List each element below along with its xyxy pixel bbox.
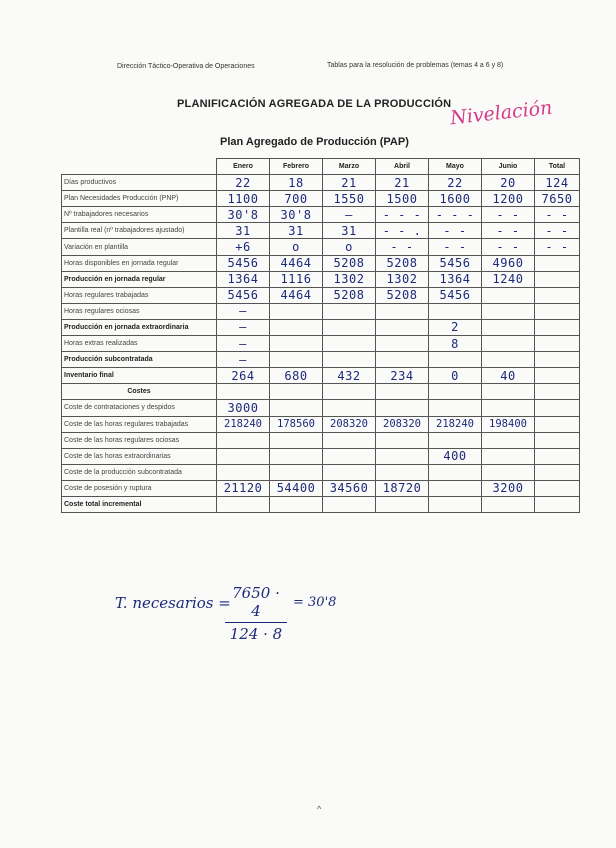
row-label: Plantilla real (nº trabajadores ajustado) — [62, 223, 217, 239]
header-left: Dirección Táctico-Operativa de Operaciones — [117, 63, 255, 70]
corner-cell — [62, 159, 217, 175]
table-row — [62, 480, 580, 496]
table-cell: 18720 — [376, 480, 429, 496]
table-cell: - - . — [376, 223, 429, 239]
table-cell — [482, 287, 535, 303]
table-cell: 198400 — [482, 416, 535, 432]
table-cell — [323, 319, 376, 335]
table-cell — [535, 303, 580, 319]
header-right: Tablas para la resolución de problemas (temas 4 a 6 y 8) — [327, 62, 504, 69]
row-label: Horas regulares ociosas — [62, 303, 217, 319]
row-label: Plan Necesidades Producción (PNP) — [62, 191, 217, 207]
table-cell: 2 — [429, 319, 482, 335]
table-cell — [376, 464, 429, 480]
column-header: Febrero — [270, 159, 323, 175]
table-cell: 1550 — [323, 191, 376, 207]
table-cell — [535, 319, 580, 335]
table-cell: 5208 — [376, 255, 429, 271]
table-cell: 30'8 — [217, 207, 270, 223]
formula-lhs: T. necesarios = — [115, 594, 231, 612]
table-row — [62, 384, 580, 400]
table-cell — [323, 464, 376, 480]
table-cell: 218240 — [429, 416, 482, 432]
table-cell — [217, 432, 270, 448]
table-cell — [429, 480, 482, 496]
table-cell — [482, 464, 535, 480]
table-cell: 1302 — [376, 271, 429, 287]
table-row — [62, 255, 580, 271]
table-cell: 31 — [217, 223, 270, 239]
table-cell — [535, 336, 580, 352]
table-cell: 432 — [323, 368, 376, 384]
table-row — [62, 336, 580, 352]
pap-table — [61, 158, 580, 513]
table-cell: 1116 — [270, 271, 323, 287]
table-cell: - - — [429, 223, 482, 239]
table-cell: 1302 — [323, 271, 376, 287]
table-row — [62, 416, 580, 432]
formula-fraction — [225, 584, 287, 643]
table-cell: - - — [482, 223, 535, 239]
table-cell — [217, 384, 270, 400]
table-cell — [535, 352, 580, 368]
table-cell — [376, 303, 429, 319]
page-mark: ^ — [317, 804, 322, 814]
table-cell — [323, 303, 376, 319]
table-cell — [323, 336, 376, 352]
table-cell — [270, 319, 323, 335]
table-cell: 700 — [270, 191, 323, 207]
table-cell: 178560 — [270, 416, 323, 432]
table-cell — [376, 319, 429, 335]
table-cell — [535, 368, 580, 384]
table-cell — [323, 384, 376, 400]
table-cell: - - — [482, 239, 535, 255]
row-label: Horas extras realizadas — [62, 336, 217, 352]
column-header: Abril — [376, 159, 429, 175]
table-cell: 1600 — [429, 191, 482, 207]
table-cell — [535, 464, 580, 480]
table-cell: 31 — [323, 223, 376, 239]
table-cell — [429, 352, 482, 368]
table-cell: 3000 — [217, 400, 270, 416]
row-label: Producción subcontratada — [62, 352, 217, 368]
table-cell: 34560 — [323, 480, 376, 496]
table-cell: 7650 — [535, 191, 580, 207]
table-cell: 5208 — [323, 255, 376, 271]
table-cell — [376, 448, 429, 464]
table-cell: 40 — [482, 368, 535, 384]
table-cell: 18 — [270, 175, 323, 191]
table-cell: 5456 — [429, 255, 482, 271]
table-cell: 21 — [323, 175, 376, 191]
table-header-row — [62, 159, 580, 175]
table-cell: 124 — [535, 175, 580, 191]
row-label: Días productivos — [62, 175, 217, 191]
table-cell — [482, 303, 535, 319]
table-cell: 1364 — [217, 271, 270, 287]
table-cell: 30'8 — [270, 207, 323, 223]
table-cell — [270, 464, 323, 480]
table-cell: - - - — [429, 207, 482, 223]
row-label: Coste de las horas extraordinarias — [62, 448, 217, 464]
table-cell — [270, 303, 323, 319]
table-cell: 4960 — [482, 255, 535, 271]
table-cell — [535, 384, 580, 400]
row-label: Nº trabajadores necesarios — [62, 207, 217, 223]
table-cell — [429, 464, 482, 480]
row-label: Coste de las horas regulares ociosas — [62, 432, 217, 448]
column-header: Total — [535, 159, 580, 175]
row-label: Coste de la producción subcontratada — [62, 464, 217, 480]
column-header: Junio — [482, 159, 535, 175]
table-cell — [270, 400, 323, 416]
table-cell — [217, 464, 270, 480]
table-row — [62, 432, 580, 448]
column-header: Enero — [217, 159, 270, 175]
table-cell: 31 — [270, 223, 323, 239]
table-title: Plan Agregado de Producción (PAP) — [220, 136, 409, 148]
table-cell: — — [217, 319, 270, 335]
table-cell: 5208 — [323, 287, 376, 303]
table-cell — [535, 287, 580, 303]
table-cell — [535, 271, 580, 287]
table-cell — [429, 303, 482, 319]
table-row — [62, 319, 580, 335]
table-cell — [323, 400, 376, 416]
table-cell: o — [323, 239, 376, 255]
table-cell — [217, 496, 270, 512]
table-row — [62, 496, 580, 512]
row-label: Variación en plantilla — [62, 239, 217, 255]
table-row — [62, 175, 580, 191]
table-cell: 5456 — [429, 287, 482, 303]
table-cell — [270, 432, 323, 448]
table-row — [62, 368, 580, 384]
row-label: Coste de posesión y ruptura — [62, 480, 217, 496]
column-header: Mayo — [429, 159, 482, 175]
table-cell — [482, 384, 535, 400]
table-cell — [535, 480, 580, 496]
table-cell: 54400 — [270, 480, 323, 496]
table-cell — [482, 432, 535, 448]
table-row — [62, 352, 580, 368]
table-cell: 1200 — [482, 191, 535, 207]
table-cell: 208320 — [323, 416, 376, 432]
table-cell: 21120 — [217, 480, 270, 496]
table-cell — [429, 496, 482, 512]
table-cell — [535, 432, 580, 448]
table-cell: 0 — [429, 368, 482, 384]
table-cell — [376, 432, 429, 448]
table-cell — [429, 432, 482, 448]
column-header: Marzo — [323, 159, 376, 175]
table-row — [62, 239, 580, 255]
table-cell — [270, 448, 323, 464]
table-cell: 4464 — [270, 287, 323, 303]
formula-denominator: 124 · 8 — [229, 625, 283, 643]
table-row — [62, 271, 580, 287]
table-row — [62, 207, 580, 223]
row-label: Coste de las horas regulares trabajadas — [62, 416, 217, 432]
table-cell: 1240 — [482, 271, 535, 287]
table-cell — [323, 496, 376, 512]
row-label: Horas disponibles en jornada regular — [62, 255, 217, 271]
table-cell: 22 — [217, 175, 270, 191]
table-cell: 234 — [376, 368, 429, 384]
table-cell: 22 — [429, 175, 482, 191]
table-cell — [482, 400, 535, 416]
table-cell: 3200 — [482, 480, 535, 496]
table-cell — [323, 432, 376, 448]
table-cell: 5456 — [217, 255, 270, 271]
table-cell — [376, 496, 429, 512]
table-row — [62, 287, 580, 303]
table-cell — [535, 448, 580, 464]
table-cell: - - — [535, 239, 580, 255]
table-cell: o — [270, 239, 323, 255]
table-cell: 20 — [482, 175, 535, 191]
table-cell: 264 — [217, 368, 270, 384]
table-cell — [270, 352, 323, 368]
table-cell — [217, 448, 270, 464]
table-cell: - - - — [376, 207, 429, 223]
table-cell — [535, 255, 580, 271]
table-cell: 1500 — [376, 191, 429, 207]
table-cell: — — [217, 352, 270, 368]
table-cell — [482, 352, 535, 368]
table-cell: - - — [535, 223, 580, 239]
table-cell: — — [323, 207, 376, 223]
row-label: Inventario final — [62, 368, 217, 384]
table-cell — [482, 336, 535, 352]
table-cell: 4464 — [270, 255, 323, 271]
table-cell — [376, 384, 429, 400]
table-cell — [323, 448, 376, 464]
table-cell — [482, 319, 535, 335]
formula-numerator: 7650 · 4 — [232, 584, 280, 620]
table-cell — [270, 384, 323, 400]
table-cell: - - — [429, 239, 482, 255]
table-cell — [429, 400, 482, 416]
row-label: Coste de contrataciones y despidos — [62, 400, 217, 416]
table-row — [62, 464, 580, 480]
table-cell: 218240 — [217, 416, 270, 432]
table-cell: 8 — [429, 336, 482, 352]
table-cell — [429, 384, 482, 400]
table-cell: - - — [376, 239, 429, 255]
page-title: PLANIFICACIÓN AGREGADA DE LA PRODUCCIÓN — [177, 98, 452, 110]
table-cell — [535, 400, 580, 416]
table-row — [62, 191, 580, 207]
table-cell: 1364 — [429, 271, 482, 287]
row-label: Producción en jornada extraordinaria — [62, 319, 217, 335]
table-cell — [376, 352, 429, 368]
formula-result: = 30'8 — [293, 595, 337, 610]
table-cell: - - — [535, 207, 580, 223]
table-cell: +6 — [217, 239, 270, 255]
table-cell: - - — [482, 207, 535, 223]
table-cell — [376, 336, 429, 352]
table-cell: — — [217, 303, 270, 319]
table-cell: 208320 — [376, 416, 429, 432]
fraction-bar — [225, 622, 287, 623]
table-cell — [482, 448, 535, 464]
table-cell: 400 — [429, 448, 482, 464]
table-cell — [535, 416, 580, 432]
table-cell — [535, 496, 580, 512]
row-label: Producción en jornada regular — [62, 271, 217, 287]
table-cell: 680 — [270, 368, 323, 384]
table-cell — [270, 496, 323, 512]
table-row — [62, 303, 580, 319]
table-cell — [323, 352, 376, 368]
table-row — [62, 223, 580, 239]
handwritten-annotation: Nivelación — [449, 96, 554, 130]
table-cell: 5456 — [217, 287, 270, 303]
table-cell — [482, 496, 535, 512]
table-cell — [270, 336, 323, 352]
table-cell — [376, 400, 429, 416]
table-cell: 1100 — [217, 191, 270, 207]
row-label: Coste total incremental — [62, 496, 217, 512]
row-label: Horas regulares trabajadas — [62, 287, 217, 303]
table-row — [62, 448, 580, 464]
table-cell: 5208 — [376, 287, 429, 303]
table-cell: — — [217, 336, 270, 352]
table-cell: 21 — [376, 175, 429, 191]
table-row — [62, 400, 580, 416]
section-label: Costes — [62, 384, 217, 400]
